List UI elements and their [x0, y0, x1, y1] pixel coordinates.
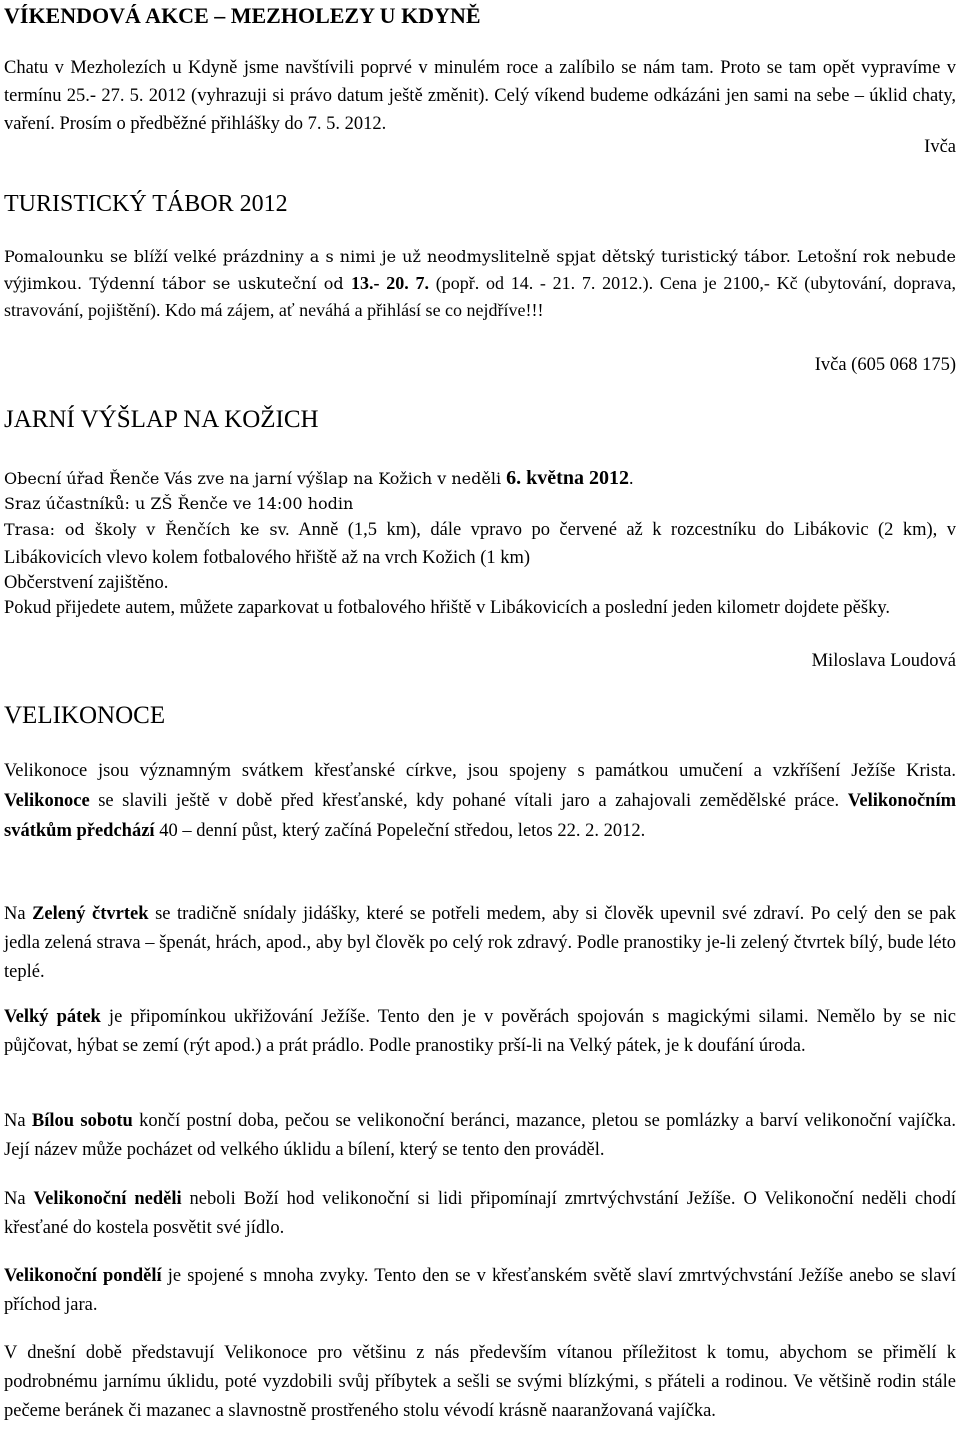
- kozich-line-2: Sraz účastníků: u ZŠ Řenče ve 14:00 hodin: [4, 494, 354, 513]
- tabor-text: [4, 244, 956, 324]
- kozich-date: 6. května 2012: [506, 467, 629, 489]
- velikonoce-p1-b: Velikonoce: [4, 791, 90, 811]
- velikonoce-p4-c: končí postní doba, pečou se velikonoční beránci, mazance, pletou se pomlázky a barví velikonoční vajíčka. Její název může pocházet od velkého úklidu a bílení, který se tento den prováděl.: [4, 1111, 956, 1160]
- velikonoce-p4-a: Na: [4, 1111, 32, 1131]
- velikonoce-p2-c: se tradičně snídaly jidášky, které se potřeli medem, aby si člověk upevnil své zdraví. Po celý den se pak jedla zelená strava – špenát, hrách, apod., aby byl člověk po celý rok zdravý. Podle pranostiky je-li zelený čtvrtek bílý, bude léto teplé.: [4, 904, 956, 982]
- velikonoce-p5-a: Na: [4, 1189, 34, 1209]
- kozich-line-1-text: Obecní úřad Řenče Vás zve na jarní výšlap na Kožich v neděli: [4, 469, 507, 488]
- velikonoce-p4: [4, 1107, 956, 1165]
- velikonoce-p7: V dnešní době představují Velikonoce pro většinu z nás především vítanou příležitost k tomu, abychom se přimělí k podrobnému jarnímu úklidu, poté vyzdobili svůj příbytek a sešli se svými blízkými, s přáteli a rodinou. Ve většině rodin stále pečeme beránek či mazanec a slavnostně prostřeného stolu vévodí krásně naaranžovaná vajíčka.: [4, 1343, 956, 1421]
- kozich-line-1-end: .: [628, 468, 634, 488]
- tabor-dates: 13.- 20. 7.: [351, 273, 429, 293]
- tabor-signature: Ivča (605 068 175): [814, 355, 956, 375]
- velikonoce-p4-b: Bílou sobotu: [31, 1111, 133, 1131]
- vikendova-title: VÍKENDOVÁ AKCE – MEZHOLEZY U KDYNĚ: [4, 3, 481, 28]
- vikendova-text: Chatu v Mezholezích u Kdyně jsme navštívili poprvé v minulém roce a zalíbilo se nám tam. Proto se tam opět vypravíme v termínu 25.- 27. 5. 2012 (vyhrazuji si právo datum ještě změnit). Celý víkend budeme odkázáni jen sami na sebe – úklid chaty, vaření. Prosím o předběžné přihlášky do 7. 5. 2012.: [4, 58, 956, 134]
- velikonoce-p2-a: Na: [4, 904, 33, 924]
- velikonoce-p1-e: 40 – denní půst, který začíná Popeleční středou, letos 22. 2. 2012.: [154, 821, 646, 841]
- velikonoce-p2-b: Zelený čtvrtek: [32, 904, 149, 924]
- velikonoce-p5-b: Velikonoční neděli: [33, 1189, 182, 1209]
- velikonoce-p3-a: Velký pátek: [4, 1007, 101, 1027]
- velikonoce-p1-d: Velikonočním svátkům předchází: [4, 791, 956, 841]
- velikonoce-p3-b: je připomínkou ukřižování Ježíše. Tento den je v pověrách spojován s magickými silami. Nemělo by se nic půjčovat, hýbat se zemí (rýt apod.) a prát prádlo. Podle pranostiky prší-li na Velký pátek, je k doufání úroda.: [4, 1007, 956, 1056]
- vikendova-signature: Ivča: [924, 137, 956, 157]
- velikonoce-p6-a: Velikonoční pondělí: [4, 1266, 162, 1286]
- velikonoce-p6: [4, 1262, 956, 1320]
- velikonoce-p5-c: neboli Boží hod velikonoční si lidi připomínají zmrtvýchvstání Ježíše. O Velikonoční neděli chodí křesťané do kostela posvětit své jídlo.: [4, 1189, 956, 1238]
- velikonoce-p2: [4, 900, 956, 987]
- kozich-title: JARNÍ VÝŠLAP NA KOŽICH: [4, 406, 319, 433]
- kozich-signature: Miloslava Loudová: [811, 651, 956, 671]
- velikonoce-p5: [4, 1185, 956, 1243]
- kozich-line-5: Pokud přijedete autem, můžete zaparkovat u fotbalového hřiště v Libákovicích a poslední jeden kilometr dojdete pěšky.: [4, 598, 891, 618]
- kozich-line-1: [4, 465, 956, 492]
- tabor-text-2: (popř. od 14. - 21. 7. 2012.). Cena je 2100,- Kč (ubytování, doprava, stravování, pojištění). Kdo má zájem, ať neváhá a přihlásí se co nejdříve!!!: [4, 273, 956, 320]
- velikonoce-p6-b: je spojené s mnoha zvyky. Tento den se v křesťanském světě slaví zmrtvýchvstání Ježíše anebo se slaví příchod jara.: [4, 1266, 956, 1315]
- velikonoce-p1-c: se slavili ještě v době před křesťanské, kdy pohané vítali jaro a zahajovali zemědělské práce.: [89, 791, 848, 811]
- kozich-line-4: Občerstvení zajištěno.: [4, 573, 169, 593]
- kozich-route-start: Trasa: od školy v Řenčích ke sv.: [4, 520, 290, 539]
- tabor-text-1: Pomalounku se blíží velké prázdniny a s nimi je už neodmyslitelně spjat dětský turistický tábor. Letošní rok nebude výjimkou. Týdenní tábor se uskuteční od: [4, 247, 956, 293]
- kozich-route-rest: Anně (1,5 km), dále vpravo po červené až k rozcestníku do Libákovic (2 km), v Libákovicích vlevo kolem fotbalového hřiště až na vrch Kožich (1 km): [4, 520, 956, 568]
- velikonoce-p3: [4, 1003, 956, 1061]
- tabor-title: TURISTICKÝ TÁBOR 2012: [4, 191, 288, 217]
- velikonoce-p1-a: Velikonoce jsou významným svátkem křesťanské církve, jsou spojeny s památkou umučení a vzkříšení Ježíše Krista.: [4, 761, 956, 781]
- velikonoce-p1: [4, 756, 956, 846]
- kozich-route: [4, 516, 956, 572]
- velikonoce-title: VELIKONOCE: [4, 702, 166, 729]
